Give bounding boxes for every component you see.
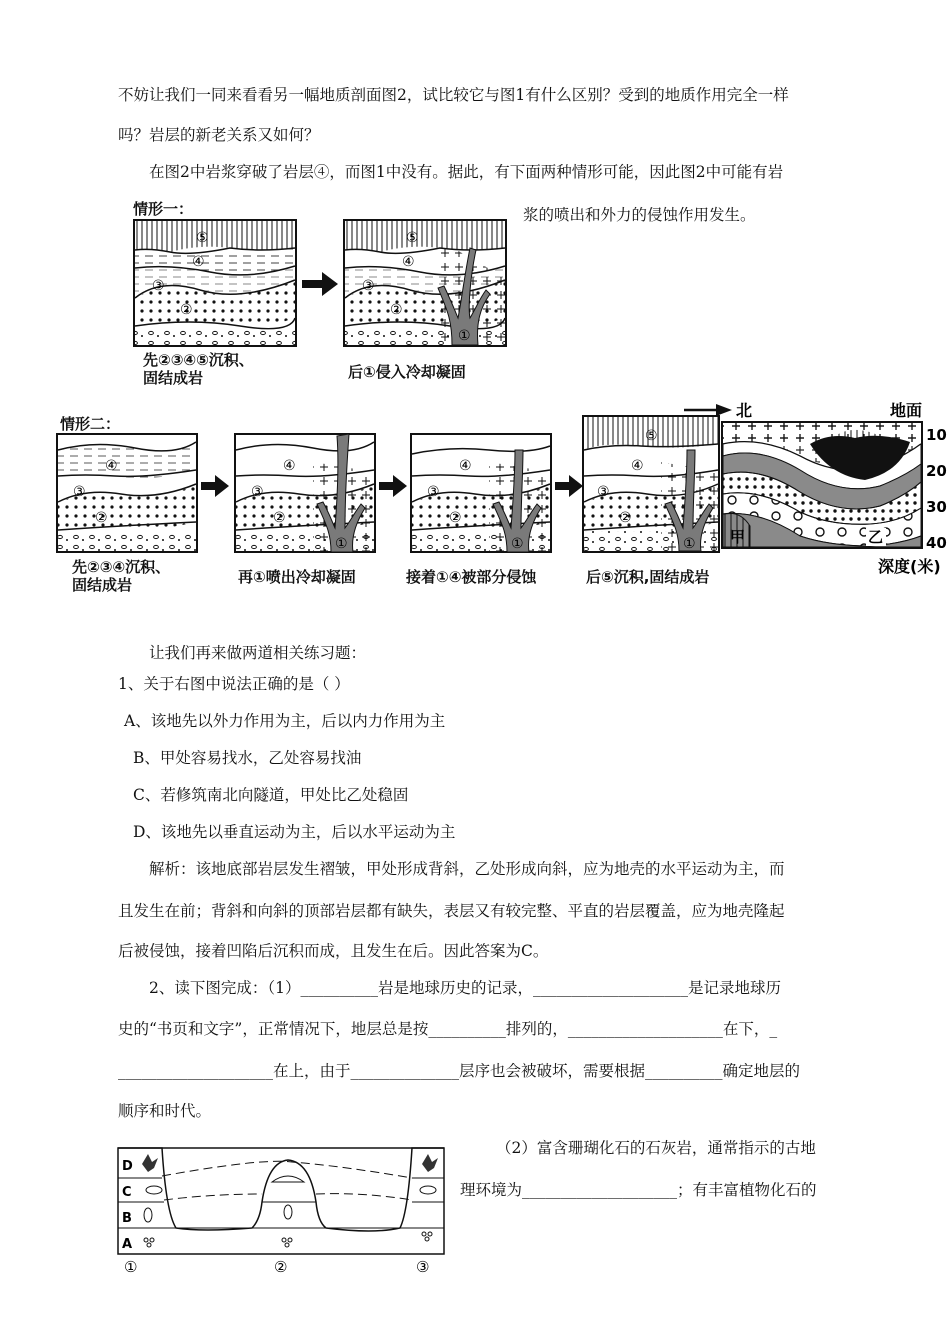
stratum-d: D bbox=[122, 1159, 133, 1174]
case2-p3-label-2: ② bbox=[449, 510, 462, 526]
case1-p1-label-5: ⑤ bbox=[196, 230, 209, 246]
case2-p1-label-2: ② bbox=[95, 510, 108, 526]
question-2-line-6: 理环境为____________________；有丰富植物化石的 bbox=[460, 1181, 817, 1199]
case2-caption-4: 后⑤沉积,固结成岩 bbox=[586, 568, 710, 586]
arrow-icon bbox=[555, 475, 583, 497]
intro-line-3: 在图2中岩浆穿破了岩层④，而图1中没有。据此，有下面两种情形可能，因此图2中可能有岩 bbox=[149, 163, 784, 181]
case1-p2-label-2: ② bbox=[390, 302, 403, 318]
arrow-icon bbox=[302, 272, 338, 296]
case2-caption-2: 再①喷出冷却凝固 bbox=[238, 568, 356, 586]
case2-p1-label-4: ④ bbox=[105, 458, 118, 474]
option-d: D、该地先以垂直运动为主，后以水平运动为主 bbox=[133, 823, 456, 841]
stratum-b: B bbox=[122, 1211, 132, 1226]
case1-caption-2: 后①侵入冷却凝固 bbox=[348, 363, 466, 381]
case2-p2-label-4: ④ bbox=[283, 458, 296, 474]
question-2-line-2: 史的“书页和文字”，正常情况下，地层总是按__________排列的，____________________在下，_ bbox=[118, 1020, 778, 1038]
case1-title: 情形一： bbox=[133, 200, 194, 218]
case1-panel-1 bbox=[134, 220, 296, 346]
site-2: ② bbox=[274, 1258, 288, 1276]
site-1: ① bbox=[124, 1258, 138, 1276]
depth-30: 30 bbox=[926, 498, 947, 516]
case1-p2-label-4: ④ bbox=[402, 254, 415, 270]
case1-diagram bbox=[130, 218, 510, 350]
intro-line-2: 吗？岩层的新老关系又如何？ bbox=[118, 126, 320, 144]
profile-yi: 乙 bbox=[868, 528, 884, 546]
case2-caption-1b: 固结成岩 bbox=[72, 576, 133, 594]
analysis-line-3: 后被侵蚀，接着凹陷后沉积而成，且发生在后。因此答案为C。 bbox=[118, 942, 549, 960]
depth-axis-label: 深度(米) bbox=[878, 557, 941, 576]
option-a: A、该地先以外力作用为主，后以内力作用为主 bbox=[124, 712, 446, 730]
case1-p2-label-5: ⑤ bbox=[406, 230, 419, 246]
profile-ground: 地面 bbox=[890, 401, 923, 420]
case1-panel-2 bbox=[344, 220, 506, 346]
fold-profile-diagram bbox=[680, 396, 948, 578]
intro-line-1: 不妨让我们一同来看看另一幅地质剖面图2，试比较它与图1有什么区别？受到的地质作用完全一样 bbox=[118, 86, 789, 104]
case2-p1-label-3: ③ bbox=[73, 484, 86, 500]
case1-caption-1b: 固结成岩 bbox=[143, 369, 204, 387]
case2-panel-3 bbox=[411, 434, 551, 552]
intro-line-4: 浆的喷出和外力的侵蚀作用发生。 bbox=[523, 206, 756, 224]
case2-p2-label-1: ① bbox=[335, 536, 348, 552]
exercise-intro: 让我们再来做两道相关练习题： bbox=[149, 644, 367, 662]
case2-p4-label-5: ⑤ bbox=[645, 428, 658, 444]
depth-40: 40 bbox=[926, 534, 947, 552]
depth-10: 10 bbox=[926, 426, 947, 444]
question-2-line-4: 顺序和时代。 bbox=[118, 1102, 212, 1120]
depth-20: 20 bbox=[926, 462, 947, 480]
strata-diagram bbox=[112, 1142, 452, 1278]
case2-p4-label-1: ① bbox=[683, 536, 696, 552]
case1-p2-label-1: ① bbox=[458, 328, 471, 344]
case1-p2-label-3: ③ bbox=[362, 278, 375, 294]
question-1: 1、关于右图中说法正确的是（ ） bbox=[118, 675, 350, 693]
option-c: C、若修筑南北向隧道，甲处比乙处稳固 bbox=[133, 786, 409, 804]
question-2-line-1: 2、读下图完成：（1）__________岩是地球历史的记录，____________________是记录地球历 bbox=[149, 979, 781, 997]
case2-p2-label-3: ③ bbox=[251, 484, 264, 500]
option-b: B、甲处容易找水，乙处容易找油 bbox=[133, 749, 362, 767]
stratum-a: A bbox=[122, 1237, 133, 1252]
case1-p1-label-4: ④ bbox=[192, 254, 205, 270]
case2-p4-label-4: ④ bbox=[631, 458, 644, 474]
case2-title: 情形二： bbox=[60, 415, 121, 433]
case2-p3-label-1: ① bbox=[511, 536, 524, 552]
case2-panel-2 bbox=[235, 434, 375, 552]
case2-caption-1a: 先②③④沉积、 bbox=[72, 558, 171, 576]
question-2-line-3: ____________________在上，由于______________层序也会被破坏，需要根据__________确定地层的 bbox=[118, 1062, 801, 1080]
case2-p2-label-2: ② bbox=[273, 510, 286, 526]
arrow-icon bbox=[201, 475, 229, 497]
question-2-line-5: （2）富含珊瑚化石的石灰岩，通常指示的古地 bbox=[496, 1139, 816, 1157]
case2-p4-label-2: ② bbox=[619, 510, 632, 526]
case2-p4-label-3: ③ bbox=[597, 484, 610, 500]
case1-p1-label-2: ② bbox=[180, 302, 193, 318]
analysis-line-1: 解析：该地底部岩层发生褶皱，甲处形成背斜，乙处形成向斜，应为地壳的水平运动为主，而 bbox=[149, 860, 785, 878]
profile-jia: 甲 bbox=[730, 528, 746, 546]
analysis-line-2: 且发生在前；背斜和向斜的顶部岩层都有缺失，表层又有较完整、平直的岩层覆盖，应为地壳隆起 bbox=[118, 902, 785, 920]
case1-p1-label-3: ③ bbox=[152, 278, 165, 294]
case2-caption-3: 接着①④被部分侵蚀 bbox=[406, 568, 537, 586]
site-3: ③ bbox=[416, 1258, 430, 1276]
case2-p3-label-3: ③ bbox=[427, 484, 440, 500]
arrow-icon bbox=[379, 475, 407, 497]
stratum-c: C bbox=[122, 1185, 132, 1200]
case2-diagram bbox=[55, 412, 723, 562]
case2-p3-label-4: ④ bbox=[459, 458, 472, 474]
case1-caption-1a: 先②③④⑤沉积、 bbox=[143, 351, 254, 369]
case2-panel-1 bbox=[57, 434, 197, 552]
profile-north: 北 bbox=[736, 401, 753, 420]
